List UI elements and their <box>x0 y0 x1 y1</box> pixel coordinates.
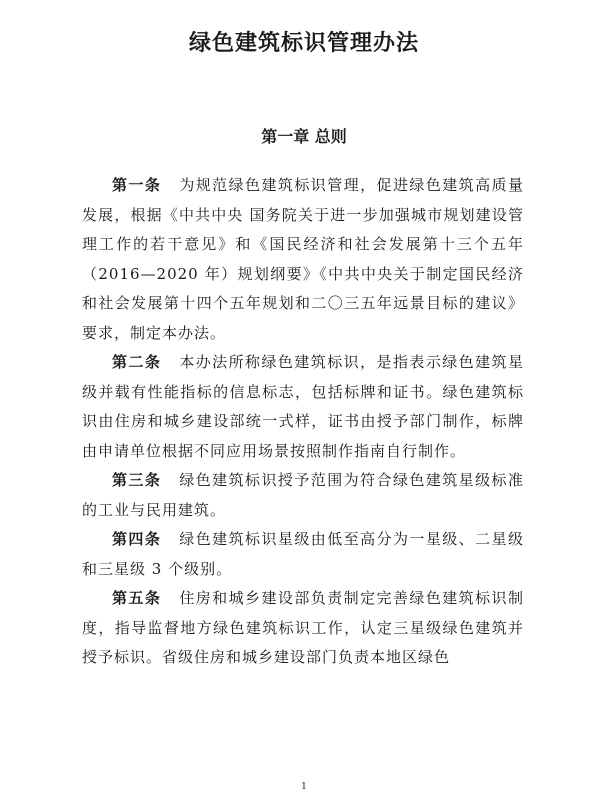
article-text: 为规范绿色建筑标识管理，促进绿色建筑高质量发展，根据《中共中央 国务院关于进一步加强城市规划建设管理工作的若干意见》和《国民经济和社会发展第十三个五年（2016—2020 年）规划纲要》《中共中央关于制定国民经济和社会发展第十四个五年规划和二〇三五年远景目标的建议》要求，制定本办法。 <box>82 176 524 342</box>
article-text: 本办法所称绿色建筑标识，是指表示绿色建筑星级并载有性能指标的信息标志，包括标牌和证书。绿色建筑标识由住房和城乡建设部统一式样，证书由授予部门制作，标牌由申请单位根据不同应用场景按照制作指南自行制作。 <box>82 353 524 460</box>
article-1 <box>82 171 524 348</box>
article-text: 绿色建筑标识授予范围为符合绿色建筑星级标准的工业与民用建筑。 <box>82 471 524 519</box>
article-text: 住房和城乡建设部负责制定完善绿色建筑标识制度，指导监督地方绿色建筑标识工作，认定三星级绿色建筑并授予标识。省级住房和城乡建设部门负责本地区绿色 <box>82 589 524 666</box>
article-number: 第四条 <box>112 530 162 548</box>
article-number: 第一条 <box>112 176 162 194</box>
article-2 <box>82 348 524 466</box>
document-body <box>82 171 524 673</box>
article-number: 第二条 <box>112 353 162 371</box>
article-4 <box>82 525 524 584</box>
chapter-heading: 第一章 总则 <box>261 127 347 146</box>
article-text: 绿色建筑标识星级由低至高分为一星级、二星级和三星级 3 个级别。 <box>82 530 524 578</box>
article-number: 第五条 <box>112 589 162 607</box>
article-3 <box>82 466 524 525</box>
article-number: 第三条 <box>112 471 162 489</box>
document-title: 绿色建筑标识管理办法 <box>188 31 419 56</box>
page-number: 1 <box>301 782 307 792</box>
article-5 <box>82 584 524 673</box>
